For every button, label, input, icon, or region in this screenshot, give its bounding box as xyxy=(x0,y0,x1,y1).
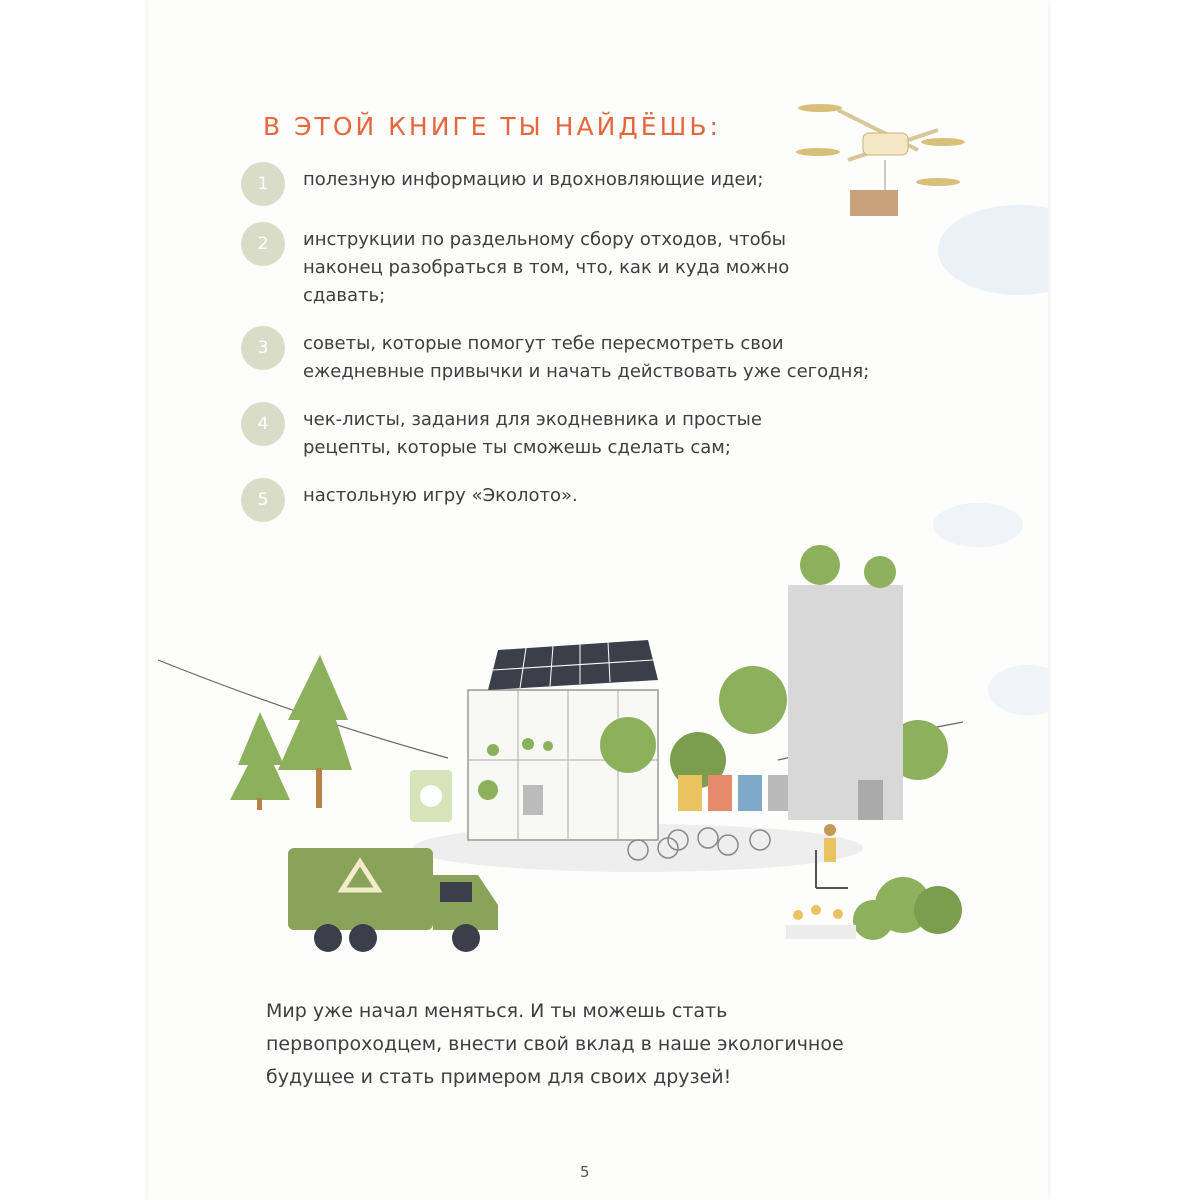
book-page xyxy=(148,0,1048,1200)
cloud-shape xyxy=(933,503,1023,547)
page-number: 5 xyxy=(580,1163,590,1181)
building-icon xyxy=(788,545,903,820)
charging-station-icon xyxy=(410,770,452,822)
tree-icon xyxy=(719,666,787,734)
item-text: советы, которые помогут тебе пересмотреть свои ежедневные привычки и начать действовать уже сегодня; xyxy=(303,333,870,382)
drone-icon xyxy=(796,104,965,216)
recycling-truck-icon xyxy=(288,848,498,952)
cloud-shape xyxy=(988,665,1048,715)
page-heading: В ЭТОЙ КНИГЕ ТЫ НАЙДЁШЬ: xyxy=(263,112,721,141)
solar-panel-icon xyxy=(488,640,658,690)
item-number-badge: 5 xyxy=(241,478,285,522)
item-number-badge: 1 xyxy=(241,162,285,206)
flowerbed-icon xyxy=(786,905,856,939)
item-text: настольную игру «Эколото». xyxy=(303,485,578,506)
item-number-badge: 4 xyxy=(241,402,285,446)
trash-bin-icon xyxy=(678,775,792,811)
tree-icon xyxy=(278,655,352,808)
bush-icon xyxy=(853,877,962,940)
item-text: чек-листы, задания для экодневника и простые рецепты, которые ты сможешь сделать сам; xyxy=(303,409,762,458)
item-number-badge: 3 xyxy=(241,326,285,370)
item-text: полезную информацию и вдохновляющие идеи; xyxy=(303,169,764,190)
tree-icon xyxy=(230,712,290,810)
cloud-shape xyxy=(938,205,1048,295)
tree-icon xyxy=(600,717,656,773)
item-number-badge: 2 xyxy=(241,222,285,266)
closing-paragraph: Мир уже начал меняться. И ты можешь стать первопроходцем, внести свой вклад в наше экологичное будущее и стать примером для своих друзей! xyxy=(266,1000,844,1088)
item-text: инструкции по раздельному сбору отходов, чтобы наконец разобраться в том, что, как и куда можно сдавать; xyxy=(303,229,790,306)
